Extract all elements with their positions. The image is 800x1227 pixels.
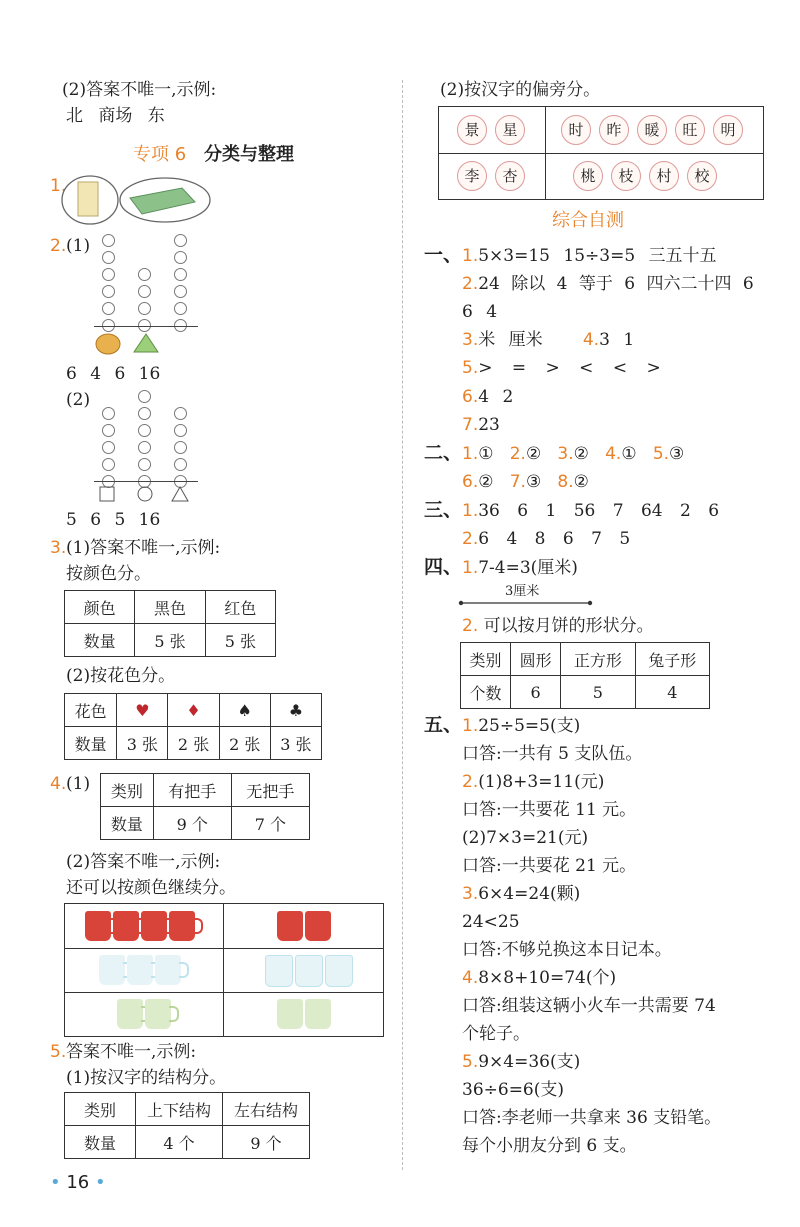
s2-row1: 1.① 2.② 3.② 4.① 5.③: [462, 444, 685, 464]
table-cell: 无把手: [231, 774, 309, 807]
table-cell: 2 张: [168, 727, 219, 760]
red-cups-with-handle: [85, 911, 197, 941]
blue-cups-with-handle: [99, 955, 183, 985]
table-cell: 4: [635, 676, 709, 709]
q2b-col1-circles: [102, 390, 115, 492]
q2-col2-circles: [138, 234, 151, 336]
table-cell: 9 个: [223, 1126, 310, 1159]
s1-q2b: 6 4: [462, 302, 498, 322]
q3-color-table: [64, 590, 276, 657]
s5-q5-answer2: 每个小朋友分到 6 支。: [462, 1136, 637, 1156]
s4-q2: 2. 可以按月饼的形状分。: [462, 616, 654, 636]
table-cell: 类别: [65, 1093, 136, 1126]
q2-shape-icons: [96, 485, 196, 503]
char-bubble: 李: [457, 161, 487, 191]
heart-suit: ♥: [117, 694, 168, 727]
table-cell: 兔子形: [635, 643, 709, 676]
table-cell: 个数: [461, 676, 511, 709]
q4-handle-table: [100, 773, 310, 840]
table-cell: 4 个: [136, 1126, 223, 1159]
q4-line3: 还可以按颜色继续分。: [66, 878, 236, 898]
s2-row2: 6.② 7.③ 8.②: [462, 472, 589, 492]
q4-number: 4.: [50, 774, 67, 794]
right-section-title: 综合自测: [552, 210, 624, 231]
table-cell: 7 个: [231, 807, 309, 840]
club-suit: ♣: [270, 694, 321, 727]
blue-cups-no-handle: [265, 955, 355, 987]
page-number: • 16 •: [50, 1172, 106, 1193]
q2-part2-label: (2): [66, 390, 91, 410]
s5-q3: 3.6×4=24(颗): [462, 884, 581, 904]
table-cell: 5 张: [135, 624, 205, 657]
radical-row1-left: [453, 115, 529, 145]
diamond-suit: ♦: [168, 694, 219, 727]
part-one-label: 一、: [424, 244, 463, 266]
s5-q3-compare: 24<25: [462, 912, 520, 932]
s5-q2-part2: (2)7×3=21(元): [462, 828, 589, 848]
s5-q4-answer1: 口答:组装这辆小火车一共需要 74: [462, 996, 716, 1016]
q2b-col3-circles: [174, 390, 187, 492]
s3-q1: 1.36 6 1 56 7 64 2 6: [462, 501, 720, 521]
table-cell: 类别: [101, 774, 154, 807]
part-two-label: 二、: [424, 442, 463, 464]
zongzi-icon: [134, 334, 158, 352]
s3-q2: 2.6 4 8 6 7 5: [462, 529, 631, 549]
table-cell: 圆形: [511, 643, 561, 676]
char-bubble: 校: [687, 161, 717, 191]
section-label: 专项 6: [133, 144, 187, 165]
q2-part1-counts: 6 4 6 16: [66, 364, 161, 384]
char-bubble: 时: [561, 115, 591, 145]
table-cell: 有把手: [153, 774, 231, 807]
triangle-icon: [172, 487, 188, 501]
s4-mooncake-table: [460, 642, 710, 709]
q1-number: 1.: [50, 176, 67, 196]
s4-segment-label: 3厘米: [505, 584, 540, 599]
table-cell: 花色: [65, 694, 117, 727]
green-cups-no-handle: [277, 999, 333, 1029]
left-top-line1: (2)答案不唯一,示例:: [62, 80, 217, 100]
char-bubble: 枝: [611, 161, 641, 191]
s1-q1: 1.5×3=15 15÷3=5 三五十五: [462, 246, 717, 266]
table-cell: 黑色: [135, 591, 205, 624]
table-cell: 左右结构: [223, 1093, 310, 1126]
table-cell: 3 张: [117, 727, 168, 760]
section-title: 分类与整理: [204, 144, 294, 165]
q3-line1: (1)答案不唯一,示例:: [66, 538, 221, 558]
q4-cups-table: [64, 903, 384, 1037]
q3-number: 3.: [50, 538, 67, 558]
char-bubble: 景: [457, 115, 487, 145]
q2-base-line1: [94, 326, 198, 327]
s5-q5-step2: 36÷6=6(支): [462, 1080, 565, 1100]
radical-row1-right: [557, 115, 747, 145]
table-cell: 数量: [65, 1126, 136, 1159]
char-bubble: 昨: [599, 115, 629, 145]
radical-row2-right: [569, 161, 721, 191]
s1-q5: 5.> = > < < >: [462, 358, 661, 378]
s1-q6: 6.4 2: [462, 387, 514, 407]
table-cell: 数量: [65, 727, 117, 760]
table-cell: 3 张: [270, 727, 321, 760]
table-cell: 上下结构: [136, 1093, 223, 1126]
left-top-line2: 北 商场 东: [66, 106, 165, 126]
s5-q5-answer1: 口答:李老师一共拿来 36 支铅笔。: [462, 1108, 722, 1128]
char-bubble: 星: [495, 115, 525, 145]
s5-q1-answer: 口答:一共有 5 支队伍。: [462, 744, 643, 764]
s5-q1: 1.25÷5=5(支): [462, 716, 581, 736]
q2-number: 2.: [50, 236, 67, 256]
q4-line2: (2)答案不唯一,示例:: [66, 852, 221, 872]
table-cell: 6: [511, 676, 561, 709]
radical-table: [438, 106, 764, 200]
square-icon: [100, 487, 114, 501]
s1-q7: 7.23: [462, 415, 500, 435]
mooncake-icon: [96, 334, 120, 354]
char-bubble: 桃: [573, 161, 603, 191]
s5-q2-answer1: 口答:一共要花 11 元。: [462, 800, 637, 820]
table-cell: 5: [561, 676, 635, 709]
q2-base-line2: [94, 481, 198, 482]
char-bubble: 明: [713, 115, 743, 145]
s5-q3-answer: 口答:不够兑换这本日记本。: [462, 940, 672, 960]
q2b-col2-circles: [138, 390, 151, 492]
table-cell: 正方形: [561, 643, 635, 676]
s5-q2-answer2: 口答:一共要花 21 元。: [462, 856, 637, 876]
table-cell: 数量: [65, 624, 135, 657]
q3-line3: (2)按花色分。: [66, 666, 176, 686]
part-four-label: 四、: [424, 556, 463, 578]
s5-q4: 4.8×8+10=74(个): [462, 968, 617, 988]
q2-food-icons: [94, 330, 164, 356]
part-five-label: 五、: [424, 714, 463, 736]
table-cell: 2 张: [219, 727, 270, 760]
circle-icon: [138, 487, 152, 501]
char-bubble: 村: [649, 161, 679, 191]
q2-part2-counts: 5 6 5 16: [66, 510, 161, 530]
q1-sticky-notes: [78, 182, 98, 216]
page-number-text: 16: [66, 1172, 90, 1193]
table-cell: 9 个: [153, 807, 231, 840]
q2-col1-circles: [102, 234, 115, 336]
right-top-line: (2)按汉字的偏旁分。: [440, 80, 601, 100]
q2-part1-label: (1): [66, 236, 91, 256]
q3-line2: 按颜色分。: [66, 564, 151, 584]
table-cell: 5 张: [205, 624, 275, 657]
table-cell: 红色: [205, 591, 275, 624]
s5-q5: 5.9×4=36(支): [462, 1052, 581, 1072]
radical-row2-left: [453, 161, 529, 191]
spade-suit: ♠: [219, 694, 270, 727]
s1-q2: 2.24 除以 4 等于 6 四六二十四 6: [462, 274, 754, 294]
q1-green-book: [130, 188, 195, 214]
part-three-label: 三、: [424, 499, 463, 521]
table-cell: 数量: [101, 807, 154, 840]
q4-part1-label: (1): [66, 774, 91, 794]
s5-q2: 2.(1)8+3=11(元): [462, 772, 605, 792]
q5-structure-table: [64, 1092, 310, 1159]
q5-line2: (1)按汉字的结构分。: [66, 1068, 227, 1088]
s1-q3-q4: 3.米 厘米 4.3 1: [462, 330, 635, 350]
q3-suit-table: [64, 693, 322, 760]
s4-segment: [458, 598, 594, 608]
table-cell: 类别: [461, 643, 511, 676]
column-divider: [402, 80, 403, 1170]
char-bubble: 杏: [495, 161, 525, 191]
s4-q1: 1.7-4=3(厘米): [462, 558, 578, 578]
q5-number: 5.: [50, 1042, 67, 1062]
q2-col3-circles: [174, 234, 187, 336]
char-bubble: 暖: [637, 115, 667, 145]
table-cell: 颜色: [65, 591, 135, 624]
s5-q4-answer2: 个轮子。: [462, 1024, 530, 1044]
char-bubble: 旺: [675, 115, 705, 145]
q1-circled-images: [60, 172, 212, 228]
red-cups-no-handle: [277, 911, 333, 941]
q5-line1: 答案不唯一,示例:: [66, 1042, 197, 1062]
green-cups-with-handle: [117, 999, 173, 1029]
